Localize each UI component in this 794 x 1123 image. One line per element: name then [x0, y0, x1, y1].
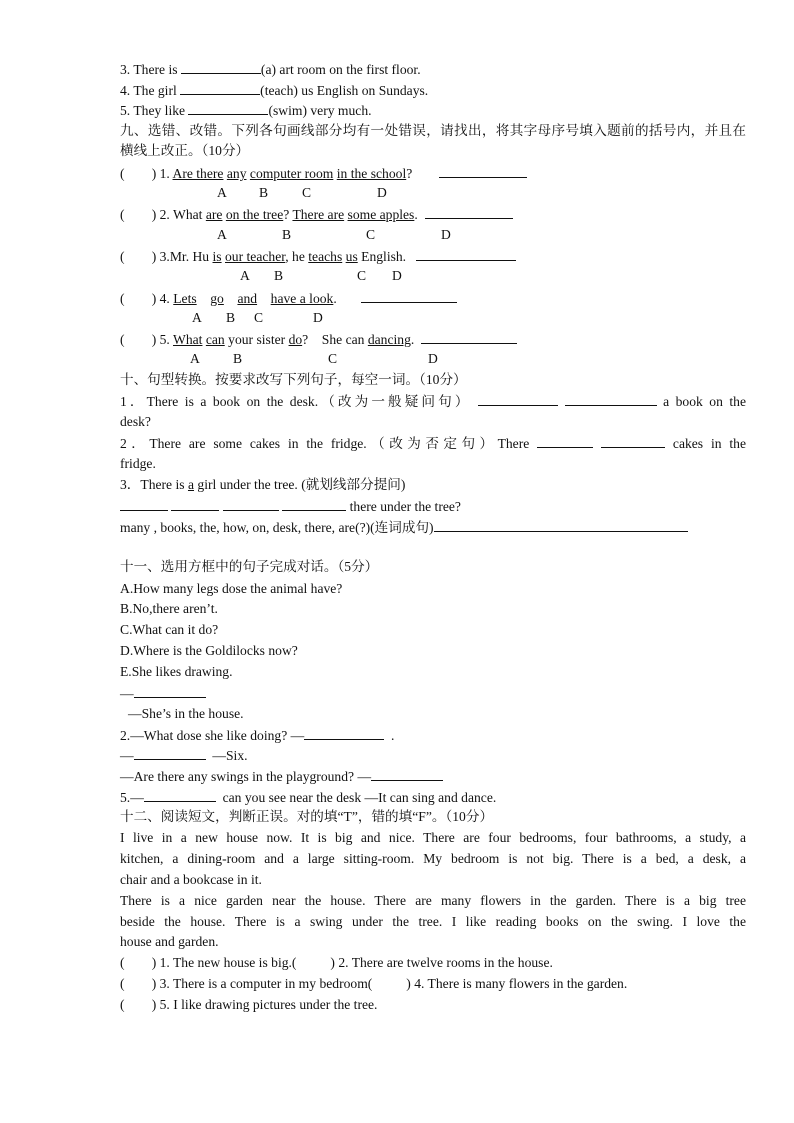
dialog-2: 2.—What dose she like doing? — . — [120, 728, 395, 743]
answer-blank[interactable] — [478, 393, 558, 406]
fill-item-3: 3. There is (a) art room on the first floor. — [120, 62, 421, 77]
judge-row-1[interactable]: ( ) 1. The new house is big.( ) 2. There are twelve rooms in the house. — [120, 955, 553, 970]
s10-question-3-answer: there under the tree? — [120, 498, 461, 515]
option-a: A.How many legs dose the animal have? — [120, 581, 343, 596]
s10-question-4: many , books, the, how, on, desk, there, are(?)(连词成句) — [120, 519, 688, 536]
answer-blank[interactable] — [134, 685, 206, 698]
answer-blank[interactable] — [223, 498, 279, 511]
answer-blank[interactable] — [434, 519, 688, 532]
answer-blank[interactable] — [144, 789, 216, 802]
answer-blank[interactable] — [181, 61, 261, 74]
s10-question-1: 1．There is a book on the desk.（改为一般疑问句） a book on the — [120, 394, 747, 409]
dialog-1: — — [120, 685, 206, 702]
dialog-5: 5.— can you see near the desk —It can sing and dance. — [120, 790, 497, 805]
dialog-4: —Are there any swings in the playground? — — [120, 768, 443, 785]
judge-row-3[interactable]: ( ) 5. I like drawing pictures under the tree. — [120, 997, 378, 1012]
answer-blank[interactable] — [371, 768, 443, 781]
answer-blank[interactable] — [304, 727, 384, 740]
dialog-3: — —Six. — [120, 748, 248, 763]
answer-blank[interactable] — [180, 82, 260, 95]
answer-blank[interactable] — [565, 393, 657, 406]
answer-blank[interactable] — [416, 248, 516, 261]
option-b: B.No,there aren’t. — [120, 601, 218, 616]
s9-question-2: ( ) 2. What are on the tree? There are some apples. — [120, 206, 513, 223]
passage-line: beside the house. There is a swing under the tree. I like reading books on the swing. I love the — [120, 914, 746, 929]
answer-blank[interactable] — [188, 102, 268, 115]
passage-line: There is a nice garden near the house. There are many flowers in the garden. There is a big tree — [120, 893, 746, 908]
s10-question-1-cont: desk? — [120, 414, 151, 429]
s10-question-2-cont: fridge. — [120, 456, 156, 471]
option-e: E.She likes drawing. — [120, 664, 233, 679]
answer-blank[interactable] — [171, 498, 219, 511]
section-12-title: 十二、阅读短文，判断正误。对的填“T”，错的填“F”。（10分） — [120, 809, 494, 824]
fill-item-4: 4. The girl (teach) us English on Sundays. — [120, 83, 429, 98]
answer-blank[interactable] — [425, 206, 513, 219]
s10-question-3: 3．There is a girl under the tree. (就划线部分提问) — [120, 477, 406, 492]
option-d: D.Where is the Goldilocks now? — [120, 643, 298, 658]
section-11-title: 十一、选用方框中的句子完成对话。（5分） — [120, 559, 379, 574]
passage-line: chair and a bookcase in it. — [120, 872, 262, 887]
section-9-title: 九、选错、改错。下列各句画线部分均有一处错误，请找出，将其字母序号填入题前的括号内，并且在 — [120, 123, 746, 138]
answer-blank[interactable] — [134, 747, 206, 760]
fill-item-5: 5. They like (swim) very much. — [120, 103, 372, 118]
s9-question-4: ( ) 4. Lets go and have a look. — [120, 290, 457, 307]
s9-question-1: ( ) 1. Are there any computer room in the school? — [120, 165, 527, 182]
answer-blank[interactable] — [439, 165, 527, 178]
answer-blank[interactable] — [537, 435, 593, 448]
option-c: C.What can it do? — [120, 622, 219, 637]
answer-blank[interactable] — [601, 435, 665, 448]
judge-row-2[interactable]: ( ) 3. There is a computer in my bedroom( ) 4. There is many flowers in the garden. — [120, 976, 628, 991]
section-10-title: 十、句型转换。按要求改写下列句子，每空一词。（10分） — [120, 372, 467, 387]
s9-question-3: ( ) 3.Mr. Hu is our teacher, he teachs us English. — [120, 248, 516, 265]
passage-line: house and garden. — [120, 934, 219, 949]
answer-blank[interactable] — [421, 331, 517, 344]
section-9-title-2: 横线上改正。（10分） — [120, 143, 250, 158]
s9-question-5: ( ) 5. What can your sister do? She can dancing. — [120, 331, 517, 348]
passage-line: I live in a new house now. It is big and nice. There are four bedrooms, four bathrooms, a study, a — [120, 830, 746, 845]
s10-question-2: 2．There are some cakes in the fridge.（改为否定句）There cakes in the — [120, 436, 747, 451]
passage-line: kitchen, a dining-room and a large sitting-room. My bedroom is not big. There is a bed, a desk, a — [120, 851, 746, 866]
answer-blank[interactable] — [282, 498, 346, 511]
dialog-1-reply: —She’s in the house. — [128, 706, 244, 721]
answer-blank[interactable] — [120, 498, 168, 511]
answer-blank[interactable] — [361, 290, 457, 303]
